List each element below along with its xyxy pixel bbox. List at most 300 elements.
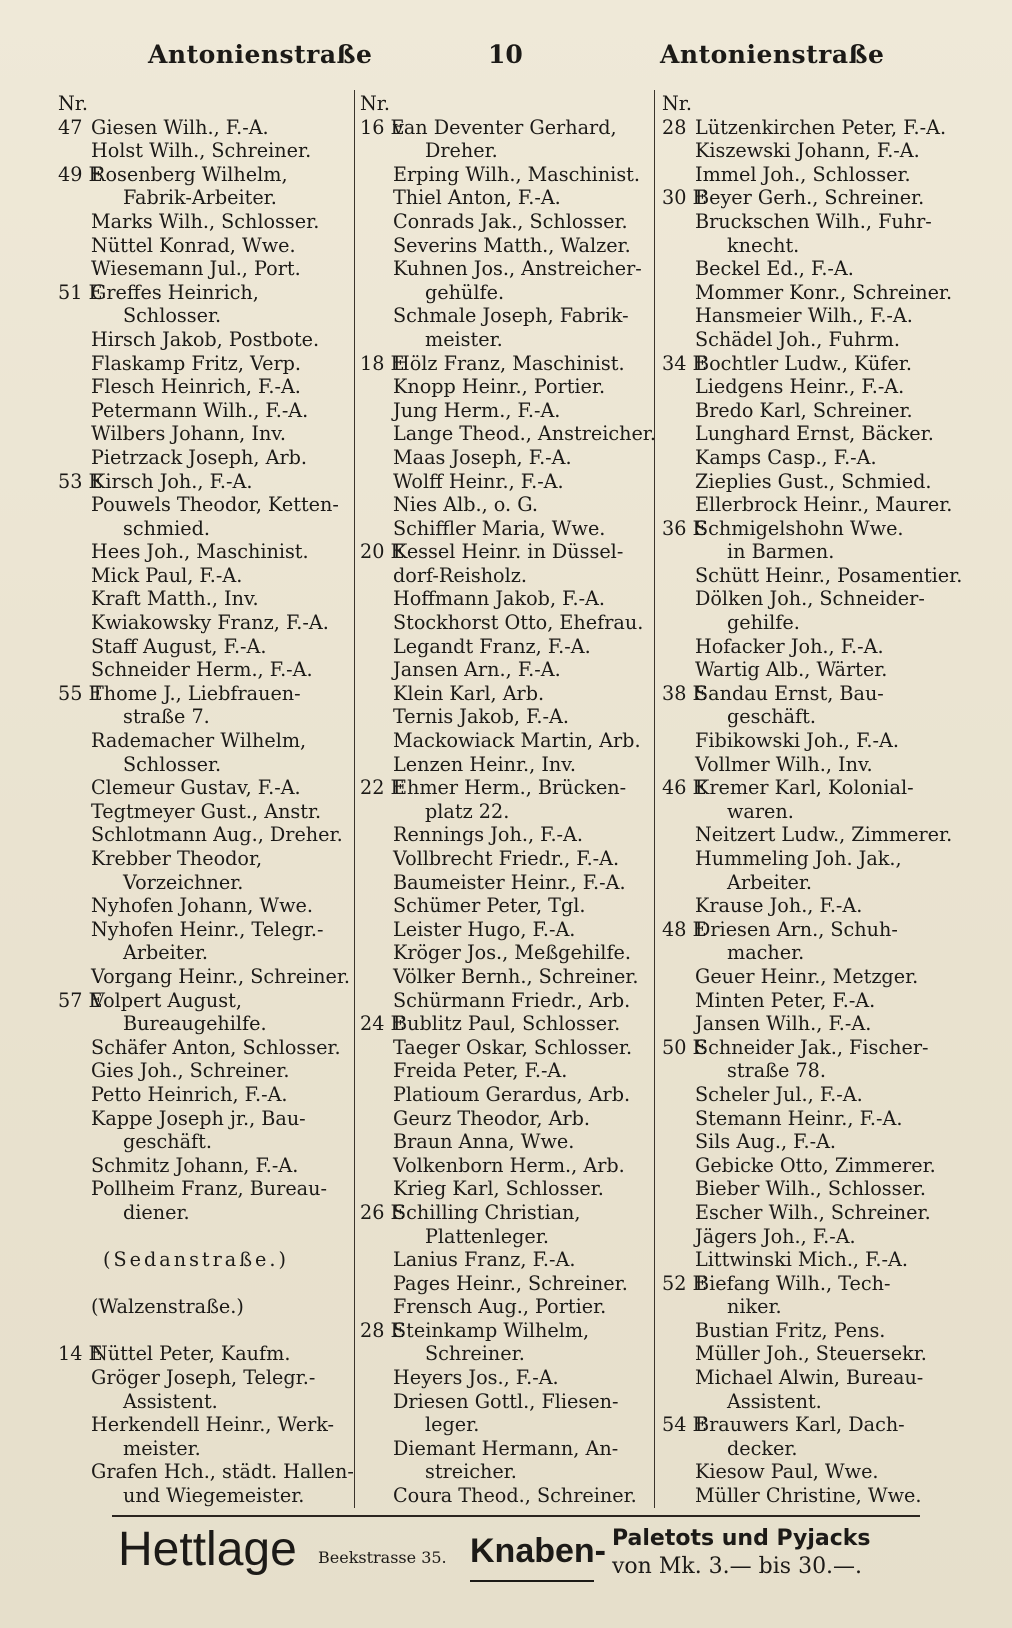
directory-entry xyxy=(662,139,962,163)
entry-text: Hees Joh., Maschinist. xyxy=(91,540,309,564)
entry-text: Volkenborn Herm., Arb. xyxy=(393,1153,625,1177)
directory-entry xyxy=(360,776,656,800)
entry-text: Minten Peter, F.-A. xyxy=(695,988,876,1012)
entry-text: Kremer Karl, Kolonial- xyxy=(695,776,914,800)
entry-text: Conrads Jak., Schlosser. xyxy=(393,209,628,233)
entry-text: Fibikowski Joh., F.-A. xyxy=(695,729,899,753)
entry-text: Gebicke Otto, Zimmerer. xyxy=(695,1153,936,1177)
entry-text: Mackowiack Martin, Arb. xyxy=(393,729,641,753)
directory-entry xyxy=(58,1107,354,1131)
entry-text: meister. xyxy=(425,327,503,351)
entry-text: Marks Wilh., Schlosser. xyxy=(91,209,320,233)
directory-entry xyxy=(662,1366,962,1390)
directory-entry xyxy=(58,564,354,588)
directory-entry xyxy=(662,894,962,918)
entry-text: Rosenberg Wilhelm, xyxy=(91,162,288,186)
directory-entry xyxy=(662,257,962,281)
directory-entry xyxy=(58,304,354,328)
directory-entry xyxy=(360,823,656,847)
entry-text: Dölken Joh., Schneider- xyxy=(695,587,925,611)
directory-entry xyxy=(58,823,354,847)
directory-entry xyxy=(662,92,962,116)
directory-entry xyxy=(58,210,354,234)
directory-entry xyxy=(58,92,354,116)
entry-text: Kiszewski Johann, F.-A. xyxy=(695,139,920,163)
directory-entry xyxy=(360,635,656,659)
entry-text: Lützenkirchen Peter, F.-A. xyxy=(695,115,947,139)
entry-text: Schilling Christian, xyxy=(393,1200,581,1224)
entry-text: Severins Matth., Walzer. xyxy=(393,233,631,257)
entry-text: Vorzeichner. xyxy=(123,870,244,894)
directory-entry xyxy=(360,753,656,777)
entry-text: und Wiegemeister. xyxy=(123,1484,305,1507)
directory-entry xyxy=(360,1036,656,1060)
house-number: 49 E xyxy=(58,162,103,186)
directory-entry xyxy=(58,399,354,423)
house-number: 34 E xyxy=(662,351,707,375)
entry-text: Müller Joh., Steuersekr. xyxy=(695,1342,927,1366)
house-number: 50 E xyxy=(662,1035,707,1059)
directory-entry xyxy=(58,1460,354,1484)
entry-text: Fabrik-Arbeiter. xyxy=(123,186,277,210)
header-left-title: Antonienstraße xyxy=(148,40,373,69)
directory-entry xyxy=(58,257,354,281)
directory-entry xyxy=(662,1012,962,1036)
entry-text: Zieplies Gust., Schmied. xyxy=(695,469,932,493)
directory-entry xyxy=(360,1484,656,1507)
directory-entry xyxy=(360,1154,656,1178)
directory-entry xyxy=(662,705,962,729)
house-number: 38 E xyxy=(662,681,707,705)
entry-text: Tegtmeyer Gust., Anstr. xyxy=(91,799,322,823)
directory-entry xyxy=(360,1083,656,1107)
directory-entry xyxy=(662,965,962,989)
entry-text: Hoffmann Jakob, F.-A. xyxy=(393,587,606,611)
entry-text: in Barmen. xyxy=(727,540,835,564)
directory-entry xyxy=(662,776,962,800)
entry-text: Kuhnen Jos., Anstreicher- xyxy=(393,257,642,281)
directory-entry xyxy=(58,139,354,163)
directory-entry xyxy=(360,1319,656,1343)
house-number: 48 E xyxy=(662,917,707,941)
directory-entry xyxy=(360,1248,656,1272)
directory-entry xyxy=(58,186,354,210)
entry-text: leger. xyxy=(425,1413,480,1437)
entry-text: Bureaugehilfe. xyxy=(123,1012,267,1036)
directory-entry xyxy=(58,1012,354,1036)
directory-entry xyxy=(58,918,354,942)
entry-text: Michael Alwin, Bureau- xyxy=(695,1366,924,1390)
house-number: 57 E xyxy=(58,988,103,1012)
directory-entry xyxy=(662,163,962,187)
house-number: Nr. xyxy=(58,92,88,115)
directory-entry xyxy=(360,116,656,140)
directory-entry xyxy=(662,1272,962,1296)
entry-text: Rennings Joh., F.-A. xyxy=(393,823,583,847)
entry-text: Schädel Joh., Fuhrm. xyxy=(695,327,900,351)
entry-text: Platioum Gerardus, Arb. xyxy=(393,1082,631,1106)
entry-text: Nyhofen Johann, Wwe. xyxy=(91,894,314,918)
directory-entry xyxy=(662,1177,962,1201)
ad-products: Paletots und Pyjacks xyxy=(612,1526,871,1551)
entry-text: Legandt Franz, F.-A. xyxy=(393,634,591,658)
entry-text: Erping Wilh., Maschinist. xyxy=(393,162,640,186)
directory-entry xyxy=(662,1437,962,1461)
directory-entry xyxy=(58,1390,354,1414)
directory-entry xyxy=(662,682,962,706)
directory-entry xyxy=(360,705,656,729)
entry-text: Stockhorst Otto, Ehefrau. xyxy=(393,611,644,635)
directory-entry xyxy=(58,328,354,352)
house-number: 16 E xyxy=(360,115,405,139)
entry-text: Thiel Anton, F.-A. xyxy=(393,186,561,210)
directory-entry xyxy=(662,186,962,210)
directory-entry xyxy=(58,1059,354,1083)
directory-entry xyxy=(58,1484,354,1507)
directory-entry xyxy=(360,1295,656,1319)
directory-entry xyxy=(58,776,354,800)
entry-text: dorf-Reisholz. xyxy=(393,563,527,587)
entry-text: Bieber Wilh., Schlosser. xyxy=(695,1177,926,1201)
entry-text: waren. xyxy=(727,799,794,823)
directory-entry xyxy=(58,352,354,376)
directory-entry xyxy=(58,989,354,1013)
directory-entry xyxy=(662,847,962,871)
entry-text: Nies Alb., o. G. xyxy=(393,493,538,517)
page-number: 10 xyxy=(488,40,523,69)
entry-text: Hirsch Jakob, Postbote. xyxy=(91,327,320,351)
directory-entry xyxy=(662,1107,962,1131)
entry-text: Giesen Wilh., F.-A. xyxy=(91,115,269,139)
column-2 xyxy=(360,92,656,1507)
entry-text: decker. xyxy=(727,1436,798,1460)
directory-entry xyxy=(662,352,962,376)
entry-text: Jansen Arn., F.-A. xyxy=(393,658,561,682)
entry-text: Ternis Jakob, F.-A. xyxy=(393,705,569,729)
entry-text: Arbeiter. xyxy=(123,941,209,965)
entry-text: Ehmer Herm., Brücken- xyxy=(393,776,627,800)
entry-text: Schürmann Friedr., Arb. xyxy=(393,988,631,1012)
directory-entry xyxy=(360,517,656,541)
entry-text: Escher Wilh., Schreiner. xyxy=(695,1200,931,1224)
house-number: 51 E xyxy=(58,280,103,304)
entry-text: Wolff Heinr., F.-A. xyxy=(393,469,564,493)
directory-entry xyxy=(360,304,656,328)
house-number: 36 E xyxy=(662,516,707,540)
entry-text: Ellerbrock Heinr., Maurer. xyxy=(695,493,953,517)
directory-entry xyxy=(662,281,962,305)
entry-text: Grafen Hch., städt. Hallen- xyxy=(91,1460,354,1484)
entry-text: Vollmer Wilh., Inv. xyxy=(695,752,873,776)
entry-text: niker. xyxy=(727,1295,782,1319)
entry-text: Immel Joh., Schlosser. xyxy=(695,162,911,186)
directory-entry xyxy=(360,1012,656,1036)
entry-text: Sils Aug., F.-A. xyxy=(695,1130,837,1154)
entry-text: Stemann Heinr., F.-A. xyxy=(695,1106,903,1130)
entry-text: diener. xyxy=(123,1200,190,1224)
entry-text: Beckel Ed., F.-A. xyxy=(695,257,854,281)
directory-entry xyxy=(58,1036,354,1060)
directory-entry xyxy=(662,375,962,399)
entry-text: Schmigelshohn Wwe. xyxy=(695,516,904,540)
directory-entry xyxy=(360,352,656,376)
directory-entry xyxy=(662,658,962,682)
entry-text: Petermann Wilh., F.-A. xyxy=(91,398,309,422)
house-number: 54 E xyxy=(662,1413,707,1437)
entry-text: Schütt Heinr., Posamentier. xyxy=(695,563,962,587)
directory-entry xyxy=(360,540,656,564)
directory-entry xyxy=(58,587,354,611)
directory-entry xyxy=(360,894,656,918)
entry-text: Neitzert Ludw., Zimmerer. xyxy=(695,823,953,847)
directory-entry xyxy=(360,1413,656,1437)
directory-entry xyxy=(58,965,354,989)
entry-text: Schneider Jak., Fischer- xyxy=(695,1035,929,1059)
directory-entry xyxy=(662,422,962,446)
directory-entry xyxy=(662,328,962,352)
entry-text: Holst Wilh., Schreiner. xyxy=(91,139,312,163)
directory-entry xyxy=(360,564,656,588)
directory-entry xyxy=(360,965,656,989)
directory-entry xyxy=(662,823,962,847)
directory-entry xyxy=(58,1319,354,1343)
directory-entry xyxy=(360,399,656,423)
entry-text: Maas Joseph, F.-A. xyxy=(393,445,572,469)
house-number: 22 E xyxy=(360,776,405,800)
entry-text: Vollbrecht Friedr., F.-A. xyxy=(393,847,620,870)
house-number: 55 E xyxy=(58,681,103,705)
entry-text: Gies Joh., Schreiner. xyxy=(91,1059,290,1083)
directory-entry xyxy=(58,941,354,965)
entry-text: Baumeister Heinr., F.-A. xyxy=(393,870,626,894)
directory-entry xyxy=(662,635,962,659)
entry-text: Taeger Oskar, Schlosser. xyxy=(393,1035,633,1059)
directory-entry xyxy=(58,847,354,871)
directory-entry xyxy=(360,658,656,682)
entry-text: Brauwers Karl, Dach- xyxy=(695,1413,905,1437)
directory-entry xyxy=(662,116,962,140)
directory-entry xyxy=(360,800,656,824)
ad-headline-underline xyxy=(470,1580,594,1582)
directory-entry xyxy=(58,871,354,895)
directory-entry xyxy=(58,894,354,918)
entry-text: Hansmeier Wilh., F.-A. xyxy=(695,304,913,328)
column-divider xyxy=(354,90,355,1508)
entry-text: Freida Peter, F.-A. xyxy=(393,1059,568,1083)
house-number: 24 E xyxy=(360,1012,405,1036)
directory-entry xyxy=(360,210,656,234)
directory-entry xyxy=(662,1319,962,1343)
house-number: 20 E xyxy=(360,540,405,564)
directory-entry xyxy=(360,422,656,446)
entry-text: Heyers Jos., F.-A. xyxy=(393,1366,559,1390)
directory-entry xyxy=(58,1201,354,1225)
directory-entry xyxy=(58,1154,354,1178)
directory-entry xyxy=(662,493,962,517)
directory-entry xyxy=(360,1437,656,1461)
house-number: 18 E xyxy=(360,351,405,375)
entry-text: Jung Herm., F.-A. xyxy=(393,398,561,422)
directory-entry xyxy=(360,1130,656,1154)
entry-text: Völker Bernh., Schreiner. xyxy=(393,964,639,988)
entry-text: Assistent. xyxy=(123,1389,218,1413)
directory-entry xyxy=(58,470,354,494)
house-number: 52 E xyxy=(662,1271,707,1295)
directory-entry xyxy=(662,210,962,234)
entry-text: Krause Joh., F.-A. xyxy=(695,894,863,918)
entry-text: Driesen Gottl., Fliesen- xyxy=(393,1389,619,1413)
ad-headline: Knaben- xyxy=(470,1532,606,1570)
entry-text: geschäft. xyxy=(727,705,816,729)
directory-entry xyxy=(662,611,962,635)
directory-entry xyxy=(360,1201,656,1225)
directory-entry xyxy=(58,281,354,305)
directory-entry xyxy=(58,753,354,777)
house-number: 28 xyxy=(662,115,687,139)
entry-text: Flesch Heinrich, F.-A. xyxy=(91,375,301,399)
entry-text: Schäfer Anton, Schlosser. xyxy=(91,1035,341,1059)
entry-text: Pages Heinr., Schreiner. xyxy=(393,1271,628,1295)
directory-entry xyxy=(360,163,656,187)
entry-text: Assistent. xyxy=(727,1389,822,1413)
directory-entry xyxy=(58,1130,354,1154)
entry-text: Pollheim Franz, Bureau- xyxy=(91,1177,327,1201)
directory-entry xyxy=(58,540,354,564)
entry-text: Kröger Jos., Meßgehilfe. xyxy=(393,941,631,965)
entry-text: Volpert August, xyxy=(91,988,242,1012)
entry-text: gehilfe. xyxy=(727,611,800,635)
directory-entry xyxy=(662,304,962,328)
entry-text: Nyhofen Heinr., Telegr.- xyxy=(91,917,324,941)
entry-text: Plattenleger. xyxy=(425,1224,549,1248)
directory-entry xyxy=(58,658,354,682)
directory-entry xyxy=(360,847,656,871)
entry-text: Schneider Herm., F.-A. xyxy=(91,658,313,682)
entry-text: Schlotmann Aug., Dreher. xyxy=(91,823,343,847)
directory-entry xyxy=(58,682,354,706)
column-1 xyxy=(58,92,354,1507)
house-number: Nr. xyxy=(360,92,390,115)
entry-text: Kraft Matth., Inv. xyxy=(91,587,259,611)
directory-entry xyxy=(58,493,354,517)
directory-entry xyxy=(360,918,656,942)
directory-entry xyxy=(360,989,656,1013)
directory-entry xyxy=(58,163,354,187)
entry-text: Lunghard Ernst, Bäcker. xyxy=(695,422,934,446)
directory-entry xyxy=(662,1342,962,1366)
entry-text: Bublitz Paul, Schlosser. xyxy=(393,1012,621,1036)
directory-entry xyxy=(662,871,962,895)
entry-text: Frensch Aug., Portier. xyxy=(393,1295,607,1319)
entry-text: Arbeiter. xyxy=(727,870,813,894)
directory-entry xyxy=(662,753,962,777)
entry-text: straße 78. xyxy=(727,1059,826,1083)
entry-text: Schmale Joseph, Fabrik- xyxy=(393,304,629,328)
entry-text: Kappe Joseph jr., Bau- xyxy=(91,1106,306,1130)
ad-brand: Hettlage xyxy=(118,1523,297,1576)
entry-text: Krieg Karl, Schlosser. xyxy=(393,1177,604,1201)
directory-entry xyxy=(360,139,656,163)
directory-entry xyxy=(360,1366,656,1390)
entry-text: Hölz Franz, Maschinist. xyxy=(393,351,625,375)
directory-entry xyxy=(58,446,354,470)
entry-text: Vorgang Heinr., Schreiner. xyxy=(91,964,351,988)
entry-text: Krebber Theodor, xyxy=(91,847,263,870)
entry-text: Steinkamp Wilhelm, xyxy=(393,1318,590,1342)
entry-text: Gröger Joseph, Telegr.- xyxy=(91,1366,316,1390)
entry-text: Bustian Fritz, Pens. xyxy=(695,1318,886,1342)
entry-text: Staff August, F.-A. xyxy=(91,634,267,658)
house-number: 46 E xyxy=(662,776,707,800)
entry-text: Braun Anna, Wwe. xyxy=(393,1130,575,1154)
directory-entry xyxy=(360,328,656,352)
directory-entry xyxy=(58,1272,354,1296)
entry-text: Lanius Franz, F.-A. xyxy=(393,1248,576,1272)
entry-text: Rademacher Wilhelm, xyxy=(91,729,307,753)
entry-text: Kamps Casp., F.-A. xyxy=(695,445,877,469)
house-number: 53 E xyxy=(58,469,103,493)
directory-entry xyxy=(58,517,354,541)
entry-text: Wartig Alb., Wärter. xyxy=(695,658,888,682)
entry-text: Geurz Theodor, Arb. xyxy=(393,1106,590,1130)
directory-entry xyxy=(360,281,656,305)
directory-entry xyxy=(360,493,656,517)
entry-text: Knopp Heinr., Portier. xyxy=(393,375,606,399)
entry-text: Schümer Peter, Tgl. xyxy=(393,894,586,918)
entry-text: knecht. xyxy=(727,233,800,257)
entry-text: Kirsch Joh., F.-A. xyxy=(91,469,253,493)
directory-entry xyxy=(360,375,656,399)
directory-entry xyxy=(58,1437,354,1461)
directory-entry xyxy=(58,635,354,659)
entry-text: Leister Hugo, F.-A. xyxy=(393,917,576,941)
entry-text: Lenzen Heinr., Inv. xyxy=(393,752,576,776)
directory-entry xyxy=(662,517,962,541)
entry-text: Wilbers Johann, Inv. xyxy=(91,422,286,446)
directory-entry xyxy=(662,941,962,965)
entry-text: straße 7. xyxy=(123,705,210,729)
entry-text: Greffes Heinrich, xyxy=(91,280,259,304)
directory-entry xyxy=(58,116,354,140)
directory-entry xyxy=(58,705,354,729)
directory-entry xyxy=(360,186,656,210)
entry-text: Pouwels Theodor, Ketten- xyxy=(91,493,339,517)
directory-entry xyxy=(360,1342,656,1366)
directory-entry xyxy=(662,1130,962,1154)
directory-entry xyxy=(662,1390,962,1414)
directory-entry xyxy=(360,446,656,470)
entry-text: Biefang Wilh., Tech- xyxy=(695,1271,891,1295)
directory-entry xyxy=(360,682,656,706)
directory-entry xyxy=(58,1177,354,1201)
directory-entry xyxy=(58,1248,354,1272)
directory-entry xyxy=(58,1295,354,1319)
directory-entry xyxy=(662,1083,962,1107)
directory-entry xyxy=(360,941,656,965)
entry-text: Mommer Konr., Schreiner. xyxy=(695,280,953,304)
directory-entry xyxy=(360,470,656,494)
house-number: 28 E xyxy=(360,1318,405,1342)
directory-entry xyxy=(360,1460,656,1484)
header-right-title: Antonienstraße xyxy=(660,40,885,69)
directory-entry xyxy=(360,1272,656,1296)
directory-entry xyxy=(662,1201,962,1225)
directory-entry xyxy=(58,800,354,824)
entry-text: Kiesow Paul, Wwe. xyxy=(695,1460,879,1484)
entry-text: Littwinski Mich., F.-A. xyxy=(695,1248,908,1272)
entry-text: (Walzenstraße.) xyxy=(91,1295,244,1319)
entry-text: Wiesemann Jul., Port. xyxy=(91,257,301,281)
